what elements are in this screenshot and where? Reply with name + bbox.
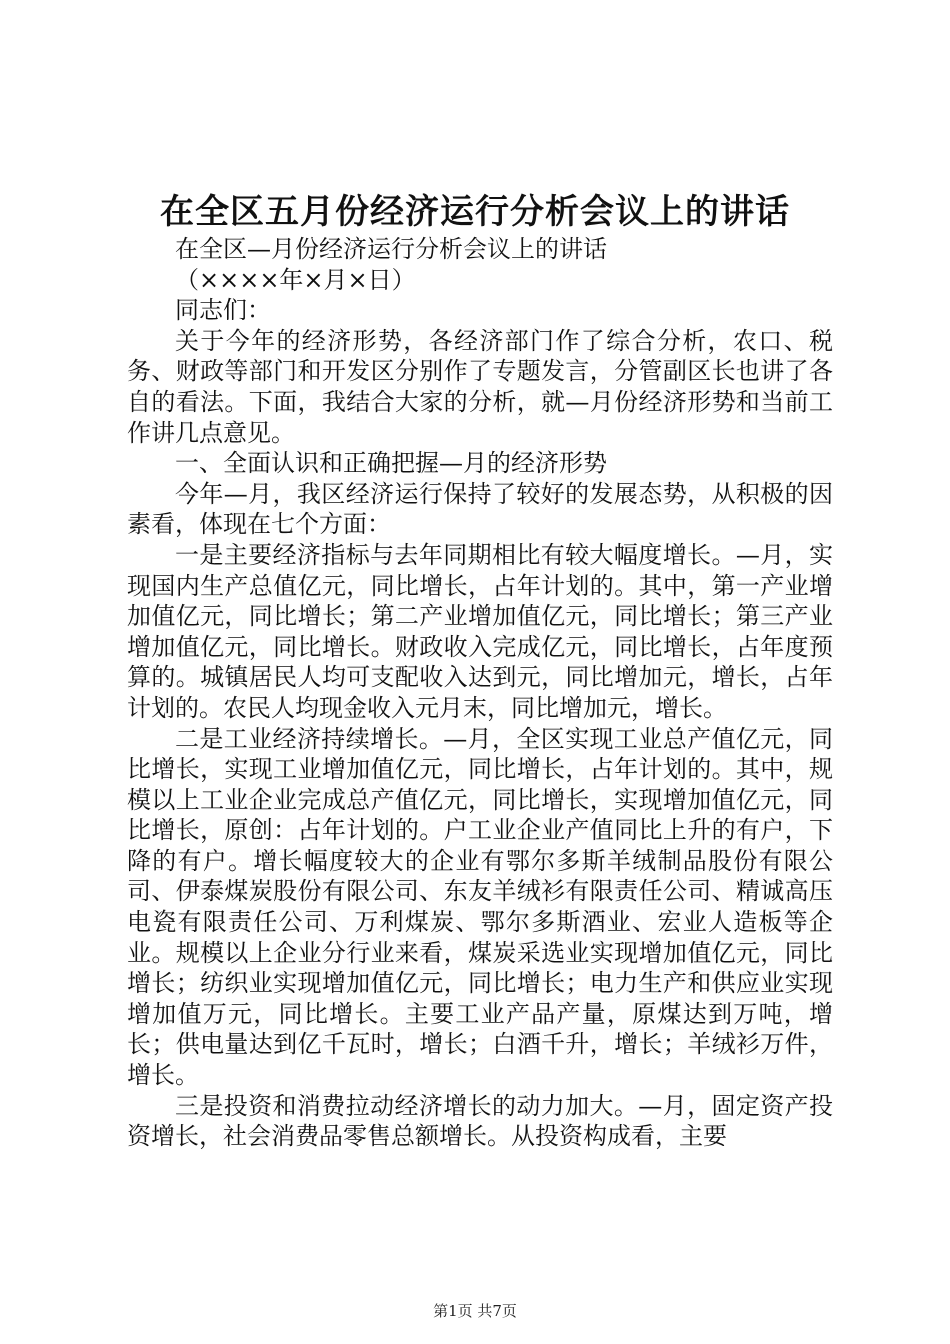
section-heading: 一、全面认识和正确把握—月的经济形势 (175, 449, 607, 478)
paragraph: 一是主要经济指标与去年同期相比有较大幅度增长。—月，实现国内生产总值亿元，同比增长，占年计划的。其中，第一产业增加值亿元，同比增长；第二产业增加值亿元，同比增长；第三产业增加值亿元，同比增长。财政收入完成亿元，同比增长，占年度预算的。城镇居民人均可支配收入达到元，同比增加元，增长，占年计划的。农民人均现金收入元月末，同比增加元，增长。 (127, 540, 833, 722)
paragraph: 三是投资和消费拉动经济增长的动力加大。—月，固定资产投资增长，社会消费品零售总额增长。从投资构成看，主要 (127, 1091, 833, 1151)
paragraph: 今年—月，我区经济运行保持了较好的发展态势，从积极的因素看，体现在七个方面： (127, 479, 833, 539)
date-line: （××××年×月×日） (175, 265, 416, 294)
page-number: 第1页 共7页 (433, 1302, 517, 1320)
paragraph: 关于今年的经济形势，各经济部门作了综合分析，农口、税务、财政等部门和开发区分别作了专题发言，分管副区长也讲了各自的看法。下面，我结合大家的分析，就—月份经济形势和当前工作讲几点意见。 (127, 326, 833, 447)
salutation: 同志们： (175, 296, 271, 325)
paragraph: 二是工业经济持续增长。—月，全区实现工业总产值亿元，同比增长，实现工业增加值亿元，同比增长，占年计划的。其中，规模以上工业企业完成总产值亿元，同比增长，实现增加值亿元，同比增长，原创：占年计划的。户工业企业产值同比上升的有户，下降的有户。增长幅度较大的企业有鄂尔多斯羊绒制品股份有限公司、伊泰煤炭股份有限公司、东友羊绒衫有限责任公司、精诚高压电瓷有限责任公司、万利煤炭、鄂尔多斯酒业、宏业人造板等企业。规模以上企业分行业来看，煤炭采选业实现增加值亿元，同比增长；纺织业实现增加值亿元，同比增长；电力生产和供应业实现增加值万元，同比增长。主要工业产品产量，原煤达到万吨，增长；供电量达到亿千瓦时，增长；白酒千升，增长；羊绒衫万件，增长。 (127, 724, 833, 1090)
document-title: 在全区五月份经济运行分析会议上的讲话 (160, 192, 790, 232)
subtitle-line: 在全区—月份经济运行分析会议上的讲话 (175, 235, 607, 263)
document-body (127, 234, 833, 1152)
